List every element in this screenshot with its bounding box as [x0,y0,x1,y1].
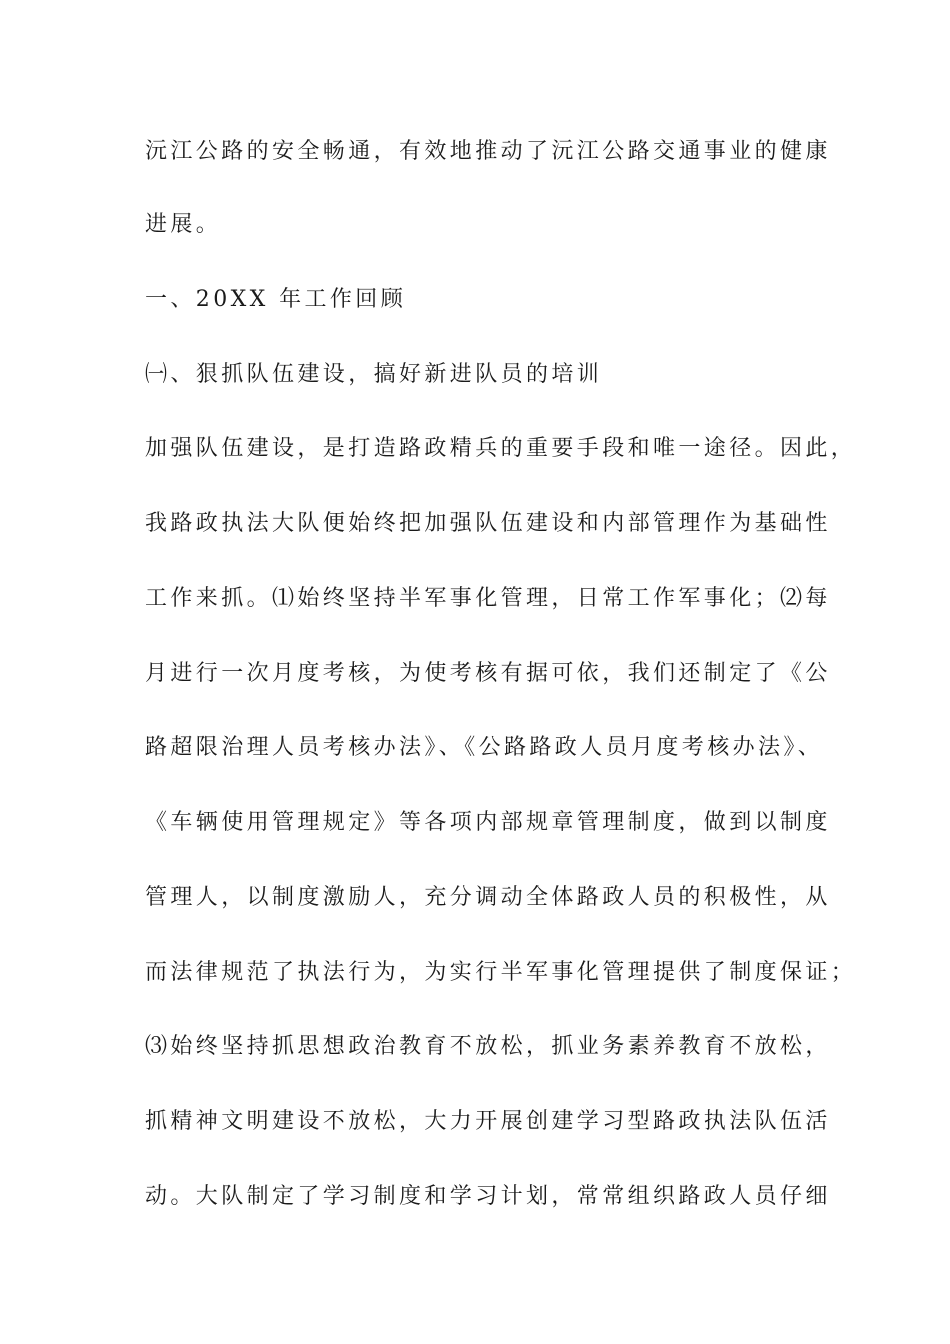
paragraph-line: 动。大队制定了学习制度和学习计划，常常组织路政人员仔细 [145,1184,831,1209]
paragraph-line: 抓精神文明建设不放松，大力开展创建学习型路政执法队伍活 [145,1109,831,1134]
subsection-heading: ㈠、狠抓队伍建设，搞好新进队员的培训 [145,362,603,387]
paragraph-line: 《车辆使用管理规定》等各项内部规章管理制度，做到以制度 [145,810,831,835]
paragraph-line: 而法律规范了执法行为，为实行半军事化管理提供了制度保证； [145,960,857,985]
paragraph-line: 我路政执法大队便始终把加强队伍建设和内部管理作为基础性 [145,511,831,536]
paragraph-line: 加强队伍建设，是打造路政精兵的重要手段和唯一途径。因此， [145,436,857,461]
paragraph-line: 工作来抓。⑴始终坚持半军事化管理，日常工作军事化；⑵每 [145,586,831,611]
paragraph-line: 沅江公路的安全畅通，有效地推动了沅江公路交通事业的健康 [145,139,831,164]
section-heading: 一、20XX 年工作回顾 [145,287,407,312]
paragraph-line: 路超限治理人员考核办法》、《公路路政人员月度考核办法》、 [145,735,824,760]
paragraph-line: ⑶始终坚持抓思想政治教育不放松，抓业务素养教育不放松， [145,1034,831,1059]
paragraph-line: 月进行一次月度考核，为使考核有据可依，我们还制定了《公 [145,661,831,686]
paragraph-line: 进展。 [145,212,222,237]
paragraph-line: 管理人，以制度激励人，充分调动全体路政人员的积极性，从 [145,885,831,910]
